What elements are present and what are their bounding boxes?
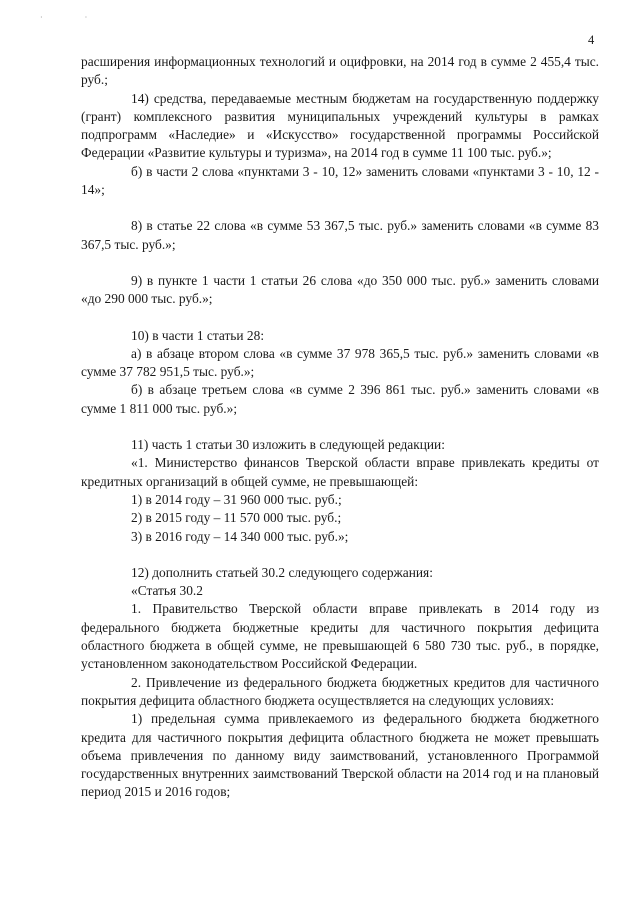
paragraph: 2. Привлечение из федерального бюджета бюджетных кредитов для частичного покрытия дефицита областного бюджета осуществляется на следующих условиях: [81,674,599,708]
paragraph: а) в абзаце втором слова «в сумме 37 978 365,5 тыс. руб.» заменить словами «в сумме 37 782 951,5 тыс. руб.»; [81,345,599,380]
page-number: 4 [588,33,595,47]
paragraph: «1. Министерство финансов Тверской области вправе привлекать кредиты от кредитных организаций в общей сумме, не превышающей: [81,455,599,489]
paragraph: 10) в части 1 статьи 28: [131,327,265,343]
paragraph: 1) предельная сумма привлекаемого из федерального бюджета бюджетного кредита для частичного покрытия дефицита областного бюджета не может превышать объема привлечения по данному виду заимствований, установленного Программой государственных внутренних заимствований Тверской области на 2014 год и на плановый период 2015 и 2016 годов; [81,711,599,800]
paragraph: 14) средства, передаваемые местным бюджетам на государственную поддержку (грант) комплексного развития муниципальных учреждений культуры в рамках подпрограмм «Наследие» и «Искусство» государственной программы Российской Федерации «Развитие культуры и туризма», на 2014 год в сумме 11 100 тыс. руб.»; [81,90,599,161]
paragraph: б) в части 2 слова «пунктами 3 - 10, 12» заменить словами «пунктами 3 - 10, 12 - 14»; [81,163,599,198]
document-body [81,53,599,802]
list-item: 2) в 2015 году – 11 570 000 тыс. руб.; [131,510,342,526]
list-item: 1) в 2014 году – 31 960 000 тыс. руб.; [131,491,342,507]
paragraph: расширения информационных технологий и оцифровки, на 2014 год в сумме 2 455,4 тыс. руб.; [81,54,599,88]
paragraph: 12) дополнить статьей 30.2 следующего содержания: [131,564,433,580]
paragraph: 1. Правительство Тверской области вправе привлекать в 2014 году из федерального бюджета бюджетные кредиты для частичного покрытия дефицита областного бюджета в общей сумме, не превышающей 6 580 730 тыс. руб., в порядке, установленном законодательством Российской Федерации. [81,601,599,672]
paragraph: б) в абзаце третьем слова «в сумме 2 396 861 тыс. руб.» заменить словами «в сумме 1 811 000 тыс. руб.»; [81,382,599,416]
paragraph: 9) в пункте 1 части 1 статьи 26 слова «до 350 000 тыс. руб.» заменить словами «до 290 000 тыс. руб.»; [81,272,599,307]
list-item: 3) в 2016 году – 14 340 000 тыс. руб.»; [131,528,349,544]
scan-specks: · · [40,13,108,22]
article-heading: «Статья 30.2 [131,583,203,599]
paragraph: 11) часть 1 статьи 30 изложить в следующей редакции: [131,437,445,453]
paragraph: 8) в статье 22 слова «в сумме 53 367,5 тыс. руб.» заменить словами «в сумме 83 367,5 тыс. руб.»; [81,218,599,252]
